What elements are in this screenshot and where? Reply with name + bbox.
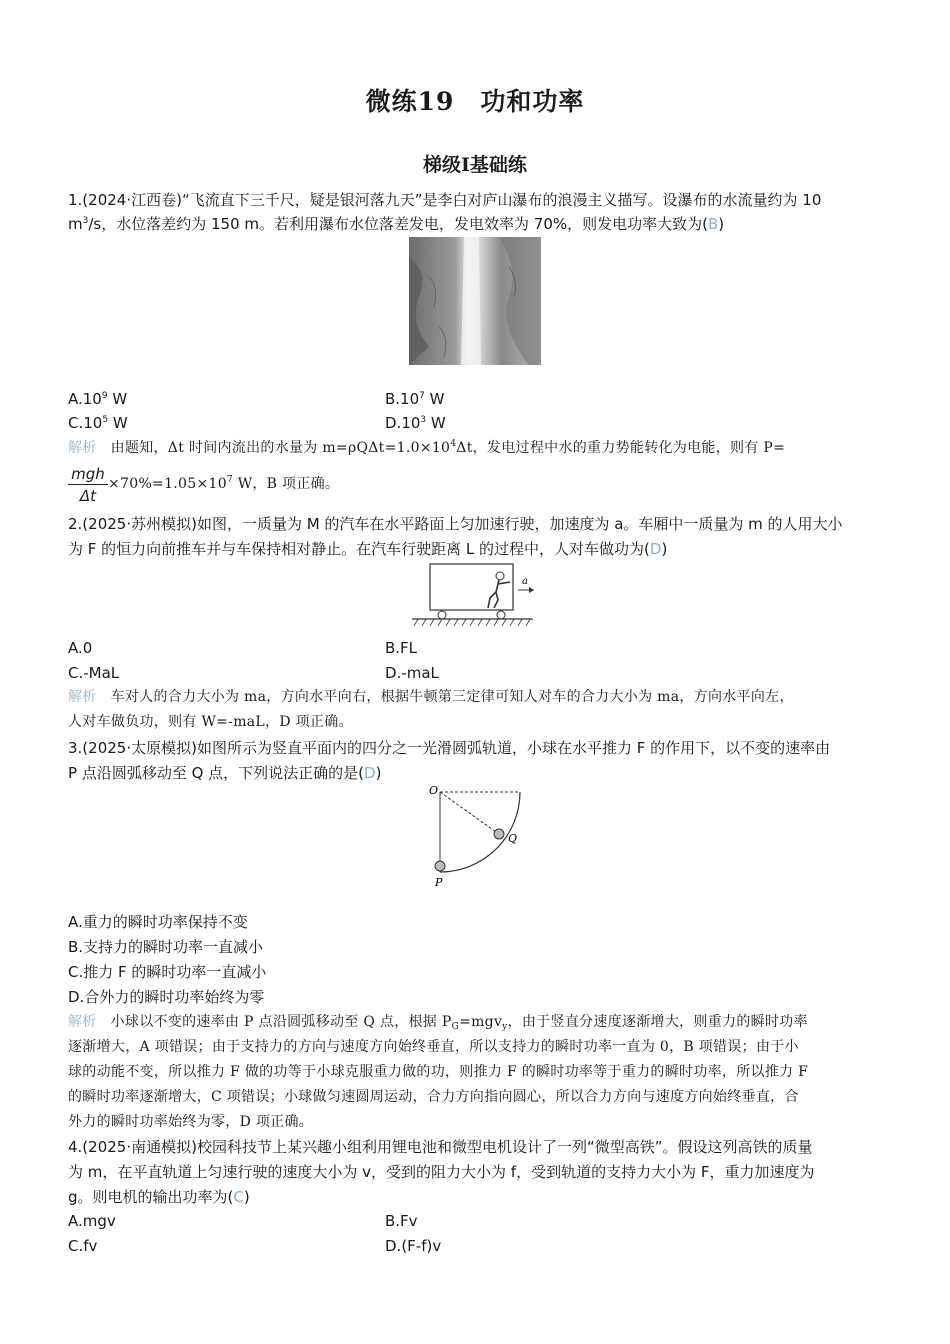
q3-stem-line1: 3.(2025·太原模拟)如图所示为竖直平面内的四分之一光滑圆弧轨道，小球在水平推力 F 的作用下，以不变的速率由: [68, 739, 831, 757]
q4-option-d: D.(F-f)v: [385, 1237, 442, 1255]
q1-analysis-line1: 解析 由题知，Δt 时间内流出的水量为 $m=\rho Q\Delta t=1.0\times 10^4\Delta t$，发电过程中水的重力势能转化为电能，则有 P=: [68, 439, 786, 456]
q3-option-c: C.推力 F 的瞬时功率一直减小: [68, 963, 267, 981]
q3-option-b: B.支持力的瞬时功率一直减小: [68, 938, 264, 956]
waterfall-image: [409, 237, 541, 365]
q2-stem-line2: 为 F 的恒力向前推车并与车保持相对静止。在汽车行驶距离 L 的过程中，人对车做功为(D): [68, 540, 668, 558]
q3-analysis-line1: 解析 小球以不变的速率由 P 点沿圆弧移动至 Q 点，根据 $P_G=mgv_y$，由于竖直分速度逐渐增大，则重力的瞬时功率: [68, 1014, 808, 1032]
q1-stem-line2: $m^3/s$，水位落差约为 150 m。若利用瀑布水位落差发电，发电效率为 70%，则发电功率大致为(B): [68, 215, 725, 233]
q1-analysis-line2: $\times 70\%=1.05\times 10^7$ W，B 项正确。: [108, 475, 340, 492]
q3-answer: D: [364, 764, 376, 782]
q2-option-d: D.-maL: [385, 664, 439, 682]
arc-track-diagram: [426, 782, 536, 894]
q4-option-c: C.fv: [68, 1237, 98, 1255]
q3-option-a: A.重力的瞬时功率保持不变: [68, 913, 248, 931]
q2-option-b: B.FL: [385, 639, 418, 657]
q1-option-a: $A.10^9$ W: [68, 390, 128, 408]
q3-stem-line2: P 点沿圆弧移动至 Q 点，下列说法正确的是(D): [68, 764, 382, 782]
q3-analysis-line5: 外力的瞬时功率始终为零，D 项正确。: [68, 1114, 314, 1130]
q2-analysis-line1: 解析 车对人的合力大小为 ma，方向水平向右，根据牛顿第三定律可知人对车的合力大小为 ma，方向水平向左，: [68, 689, 794, 705]
q3-analysis-line2: 逐渐增大，A 项错误；由于支持力的方向与速度方向始终垂直，所以支持力的瞬时功率一直为 0，B 项错误；由于小: [68, 1039, 799, 1055]
q1-option-d: $D.10^3$ W: [385, 414, 446, 432]
q2-answer: D: [649, 540, 662, 558]
q4-option-b: B.Fv: [385, 1212, 418, 1230]
section-title: 梯级Ⅰ基础练: [423, 154, 527, 176]
acceleration-label: a: [522, 576, 528, 587]
q3-analysis-line3: 球的动能不变，所以推力 F 做的功等于小球克服重力做的功，则推力 F 的瞬时功率等于重力的瞬时功率，所以推力 F: [68, 1064, 809, 1080]
q4-answer: C: [233, 1188, 244, 1206]
q1-option-c: $C.10^5$ W: [68, 414, 128, 432]
q4-stem-line1: 4.(2025·南通模拟)校园科技节上某兴趣小组利用锂电池和微型电机设计了一列“微型高铁”。假设这列高铁的质量: [68, 1138, 813, 1156]
q4-option-a: A.mgv: [68, 1212, 116, 1230]
q2-option-c: C.-MaL: [68, 664, 120, 682]
q2-stem-line1: 2.(2025·苏州模拟)如图，一质量为 M 的汽车在水平路面上匀加速行驶，加速度为 a。车厢中一质量为 m 的人用大小: [68, 515, 843, 533]
q1-answer: B: [707, 215, 719, 233]
q1-stem-line1: 1.(2024·江西卷)“飞流直下三千尺，疑是银河落九天”是李白对庐山瀑布的浪漫主义描写。设瀑布的水流量约为 10: [68, 191, 822, 209]
q3-option-d: D.合外力的瞬时功率始终为零: [68, 988, 265, 1006]
q3-analysis-line4: 的瞬时功率逐渐增大，C 项错误；小球做匀速圆周运动，合力方向指向圆心，所以合力方向与速度方向始终垂直，合: [68, 1089, 799, 1105]
q2-option-a: A.0: [68, 639, 93, 657]
q4-stem-line2: 为 m，在平直轨道上匀速行驶的速度大小为 v，受到的阻力大小为 f，受到轨道的支持力大小为 F，重力加速度为: [68, 1163, 815, 1181]
q4-stem-line3: g。则电机的输出功率为(C): [68, 1188, 250, 1206]
q1-option-b: $B.10^7$ W: [385, 390, 445, 408]
car-diagram: [410, 562, 535, 628]
q1-fraction: mgh Δt: [68, 464, 108, 507]
point-o-label: O: [429, 784, 439, 797]
point-p-label: P: [435, 876, 443, 889]
q2-analysis-line2: 人对车做负功，则有 W=-maL，D 项正确。: [68, 714, 353, 730]
point-q-label: Q: [508, 832, 518, 845]
page-title: 微练19 功和功率: [365, 87, 585, 116]
